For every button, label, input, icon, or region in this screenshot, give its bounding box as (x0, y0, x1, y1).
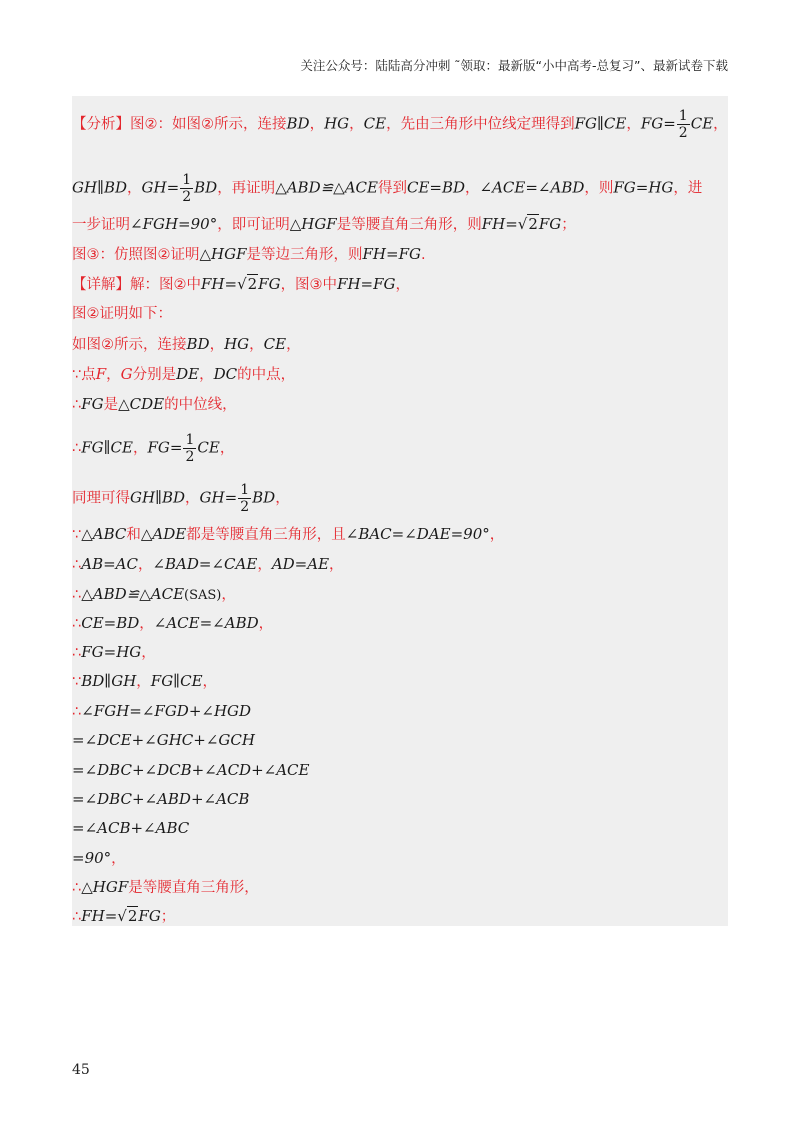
therefore-symbol: ∴ (72, 440, 82, 457)
therefore-symbol: ∴ (72, 645, 82, 661)
analysis-line-3 (72, 214, 576, 235)
detail-text: 都是等腰直角三角形，且 (186, 527, 346, 543)
sqrt-icon: √ (517, 215, 528, 233)
math-fh-eq: FH= (481, 215, 518, 233)
therefore-symbol: ∴ (72, 557, 82, 573)
comma: ， (185, 490, 200, 507)
comma: ， (489, 527, 505, 543)
detail-text: 的中位线， (164, 397, 237, 413)
detail-line-18 (72, 701, 251, 722)
math-fg: FG (640, 114, 664, 133)
math-fh-eq: FH= (201, 275, 238, 293)
math-triangle-cde: △CDE (118, 395, 165, 413)
comma: ， (199, 367, 214, 383)
detail-line-answer (72, 274, 410, 295)
analysis-text: ，再证明 (217, 180, 276, 197)
detail-line-7 (72, 334, 301, 355)
detail-line-9 (72, 394, 237, 415)
detail-line-15 (72, 613, 273, 634)
equals: = (224, 488, 238, 507)
comma: ， (221, 587, 236, 603)
analysis-text: 一步证明 (72, 217, 130, 233)
math-fg: FG (258, 275, 281, 293)
analysis-text: ，即可证明 (217, 217, 290, 233)
math-f: F (95, 365, 107, 383)
therefore-symbol: ∴ (72, 587, 82, 603)
math-dc: DC (213, 365, 238, 383)
math-angle-eq: ∠ACE=∠ABD (479, 178, 585, 197)
equals: = (166, 178, 180, 197)
page-number: 45 (72, 1062, 90, 1078)
math-fh-eq: FH= (81, 907, 118, 925)
detail-line-20: =∠DBC+∠DCB+∠ACD+∠ACE (72, 761, 310, 779)
semicolon: ； (561, 217, 576, 233)
detail-line-14 (72, 584, 236, 606)
math-fg-parallel-ce: FG∥CE (150, 672, 203, 690)
comma: ， (395, 277, 411, 293)
detail-line-16 (72, 642, 156, 663)
math-angle-fgh: ∠FGH=90° (130, 215, 218, 233)
detail-text: ∵点 (72, 367, 96, 383)
math-fg: FG (147, 438, 170, 457)
math-fg-eq-hg: FG=HG (81, 643, 142, 661)
detail-text: 和 (126, 527, 141, 543)
math-bd-parallel-gh: BD∥GH (81, 672, 137, 690)
comma: ， (137, 557, 153, 573)
fraction-half (183, 432, 196, 465)
denominator: 2 (182, 189, 192, 205)
because-symbol: ∵ (72, 527, 82, 543)
math-ce: CE (197, 438, 220, 457)
math-ce-eq-bd: CE=BD (81, 614, 140, 632)
analysis-text: ，先由三角形中位线定理得到 (386, 116, 575, 133)
therefore-symbol: ∴ (72, 909, 82, 925)
therefore-symbol: ∴ (72, 397, 82, 413)
sqrt-two (117, 906, 138, 925)
detail-line-6: 图②证明如下： (72, 306, 172, 322)
math-hg: HG (324, 114, 350, 133)
math-fg-parallel-ce: FG∥CE (81, 438, 133, 457)
analysis-text: 图③：仿照图②证明 (72, 247, 200, 263)
analysis-line-4 (72, 244, 426, 265)
analysis-line-2 (72, 172, 702, 205)
period: . (420, 247, 426, 263)
comma: ， (257, 557, 272, 573)
detail-line-10 (72, 432, 234, 465)
analysis-text: 是等腰直角三角形，则 (336, 217, 482, 233)
math-ce: CE (363, 114, 387, 133)
detail-text: 的中点， (237, 367, 296, 383)
sqrt-two (237, 274, 258, 293)
math-gh-parallel-bd: GH∥BD (72, 178, 128, 197)
math-gh: GH (199, 488, 225, 507)
comma: ， (127, 180, 142, 197)
analysis-text: ，则 (584, 180, 614, 197)
detail-label: 【详解】解：图②中 (72, 277, 201, 293)
page-header: 关注公众号：陆陆高分冲刺 ˜领取：最新版“小中高考-总复习”、最新试卷下载 (300, 58, 728, 73)
comma: ， (249, 337, 264, 353)
math-bd: BD (194, 178, 218, 197)
comma: ， (202, 674, 218, 690)
math-triangle-abc: △ABC (81, 525, 127, 543)
sqrt-icon: √ (117, 907, 127, 925)
math-de: DE (176, 365, 200, 383)
comma: ， (286, 337, 301, 353)
detail-line-13 (72, 554, 344, 575)
comma: ， (349, 116, 364, 133)
comma: ， (465, 180, 480, 197)
detail-line-24 (72, 877, 259, 898)
math-fh-eq-fg: FH=FG (362, 245, 421, 263)
math-triangle-hgf: △HGF (199, 245, 247, 263)
detail-line-12 (72, 524, 504, 545)
detail-line-25 (72, 906, 175, 927)
comma: ， (136, 674, 151, 690)
math-fg: FG (81, 395, 104, 413)
comma: ， (275, 490, 290, 507)
math-triangle-ade: △ADE (140, 525, 187, 543)
sqrt-two (518, 214, 539, 233)
math-bd: BD (186, 335, 210, 353)
radicand: 2 (528, 215, 538, 233)
detail-text: 是 (103, 397, 119, 413)
math-g: G (120, 365, 133, 383)
comma: ， (209, 337, 225, 353)
analysis-text: 是等边三角形，则 (246, 247, 363, 263)
math-fg: FG (538, 215, 562, 233)
therefore-symbol: ∴ (72, 880, 82, 896)
detail-line-21: =∠DBC+∠ABD+∠ACB (72, 790, 250, 808)
comma: ， (106, 367, 121, 383)
detail-line-23 (72, 848, 126, 869)
math-gh: GH (141, 178, 167, 197)
detail-line-11 (72, 482, 290, 515)
fraction-half (238, 482, 251, 515)
math-fg-eq-hg: FG=HG (613, 178, 674, 197)
comma: ， (132, 440, 148, 457)
math-ninety: =90° (72, 849, 112, 867)
math-hg: HG (224, 335, 250, 353)
comma: ， (258, 616, 274, 632)
detail-text: 分别是 (132, 367, 177, 383)
radicand: 2 (127, 907, 138, 925)
comma: ， (219, 440, 235, 457)
fraction-half (677, 108, 690, 141)
detail-line-17 (72, 671, 217, 692)
numerator: 1 (240, 482, 250, 498)
math-triangle-hgf: △HGF (81, 878, 129, 896)
detail-line-8 (72, 364, 295, 385)
math-ab-eq-ac: AB=AC (81, 555, 138, 573)
analysis-label: 【分析】图②：如图②所示，连接 (72, 116, 287, 133)
comma: ， (713, 116, 728, 133)
analysis-text: 得到 (377, 180, 407, 197)
math-gh-parallel-bd: GH∥BD (130, 488, 186, 507)
because-symbol: ∵ (72, 674, 82, 690)
detail-text: 同理可得 (72, 490, 130, 507)
equals: = (169, 438, 183, 457)
math-congruence: △ABD≌△ACE (275, 178, 378, 197)
math-angle-sum: ∠FGH=∠FGD+∠HGD (81, 702, 252, 720)
radicand: 2 (247, 275, 258, 293)
math-angle-eq-90: ∠BAC=∠DAE=90° (345, 525, 490, 543)
math-ce-eq-bd: CE=BD (406, 178, 466, 197)
detail-text: 是等腰直角三角形， (128, 880, 259, 896)
math-triangle-hgf: △HGF (289, 215, 337, 233)
sqrt-icon: √ (237, 275, 247, 293)
math-congruence: △ABD≌△ACE (81, 585, 185, 603)
math-bd: BD (252, 488, 276, 507)
math-bd: BD (286, 114, 310, 133)
math-fh-eq-fg: FH=FG (337, 275, 396, 293)
detail-text: 如图②所示，连接 (72, 337, 187, 353)
therefore-symbol: ∴ (72, 704, 82, 720)
math-ce: CE (690, 114, 714, 133)
math-ce: CE (263, 335, 287, 353)
comma: ， (141, 645, 156, 661)
analysis-text: ，进 (673, 180, 703, 197)
detail-line-19: =∠DCE+∠GHC+∠GCH (72, 731, 255, 749)
denominator: 2 (678, 125, 688, 141)
therefore-symbol: ∴ (72, 616, 82, 632)
numerator: 1 (182, 172, 192, 188)
analysis-line-1 (72, 108, 728, 141)
comma: ， (309, 116, 325, 133)
fraction-half (180, 172, 193, 205)
math-angle-bad-eq-cae: ∠BAD=∠CAE (152, 555, 258, 573)
detail-line-22: =∠ACB+∠ABC (72, 819, 190, 837)
equals: = (663, 114, 676, 133)
math-angle-eq: ∠ACE=∠ABD (153, 614, 259, 632)
numerator: 1 (678, 108, 688, 124)
math-fg-parallel-ce: FG∥CE (574, 114, 627, 133)
numerator: 1 (185, 432, 195, 448)
detail-text: ，图③中 (280, 277, 338, 293)
semicolon: ； (160, 909, 176, 925)
comma: ， (111, 851, 126, 867)
comma: ， (626, 116, 641, 133)
math-ad-eq-ae: AD=AE (271, 555, 330, 573)
comma: ， (139, 616, 154, 632)
math-sas: (SAS) (184, 588, 222, 603)
denominator: 2 (185, 449, 195, 465)
comma: ， (329, 557, 344, 573)
denominator: 2 (240, 499, 250, 515)
solution-panel (72, 96, 728, 926)
math-fg: FG (138, 907, 161, 925)
